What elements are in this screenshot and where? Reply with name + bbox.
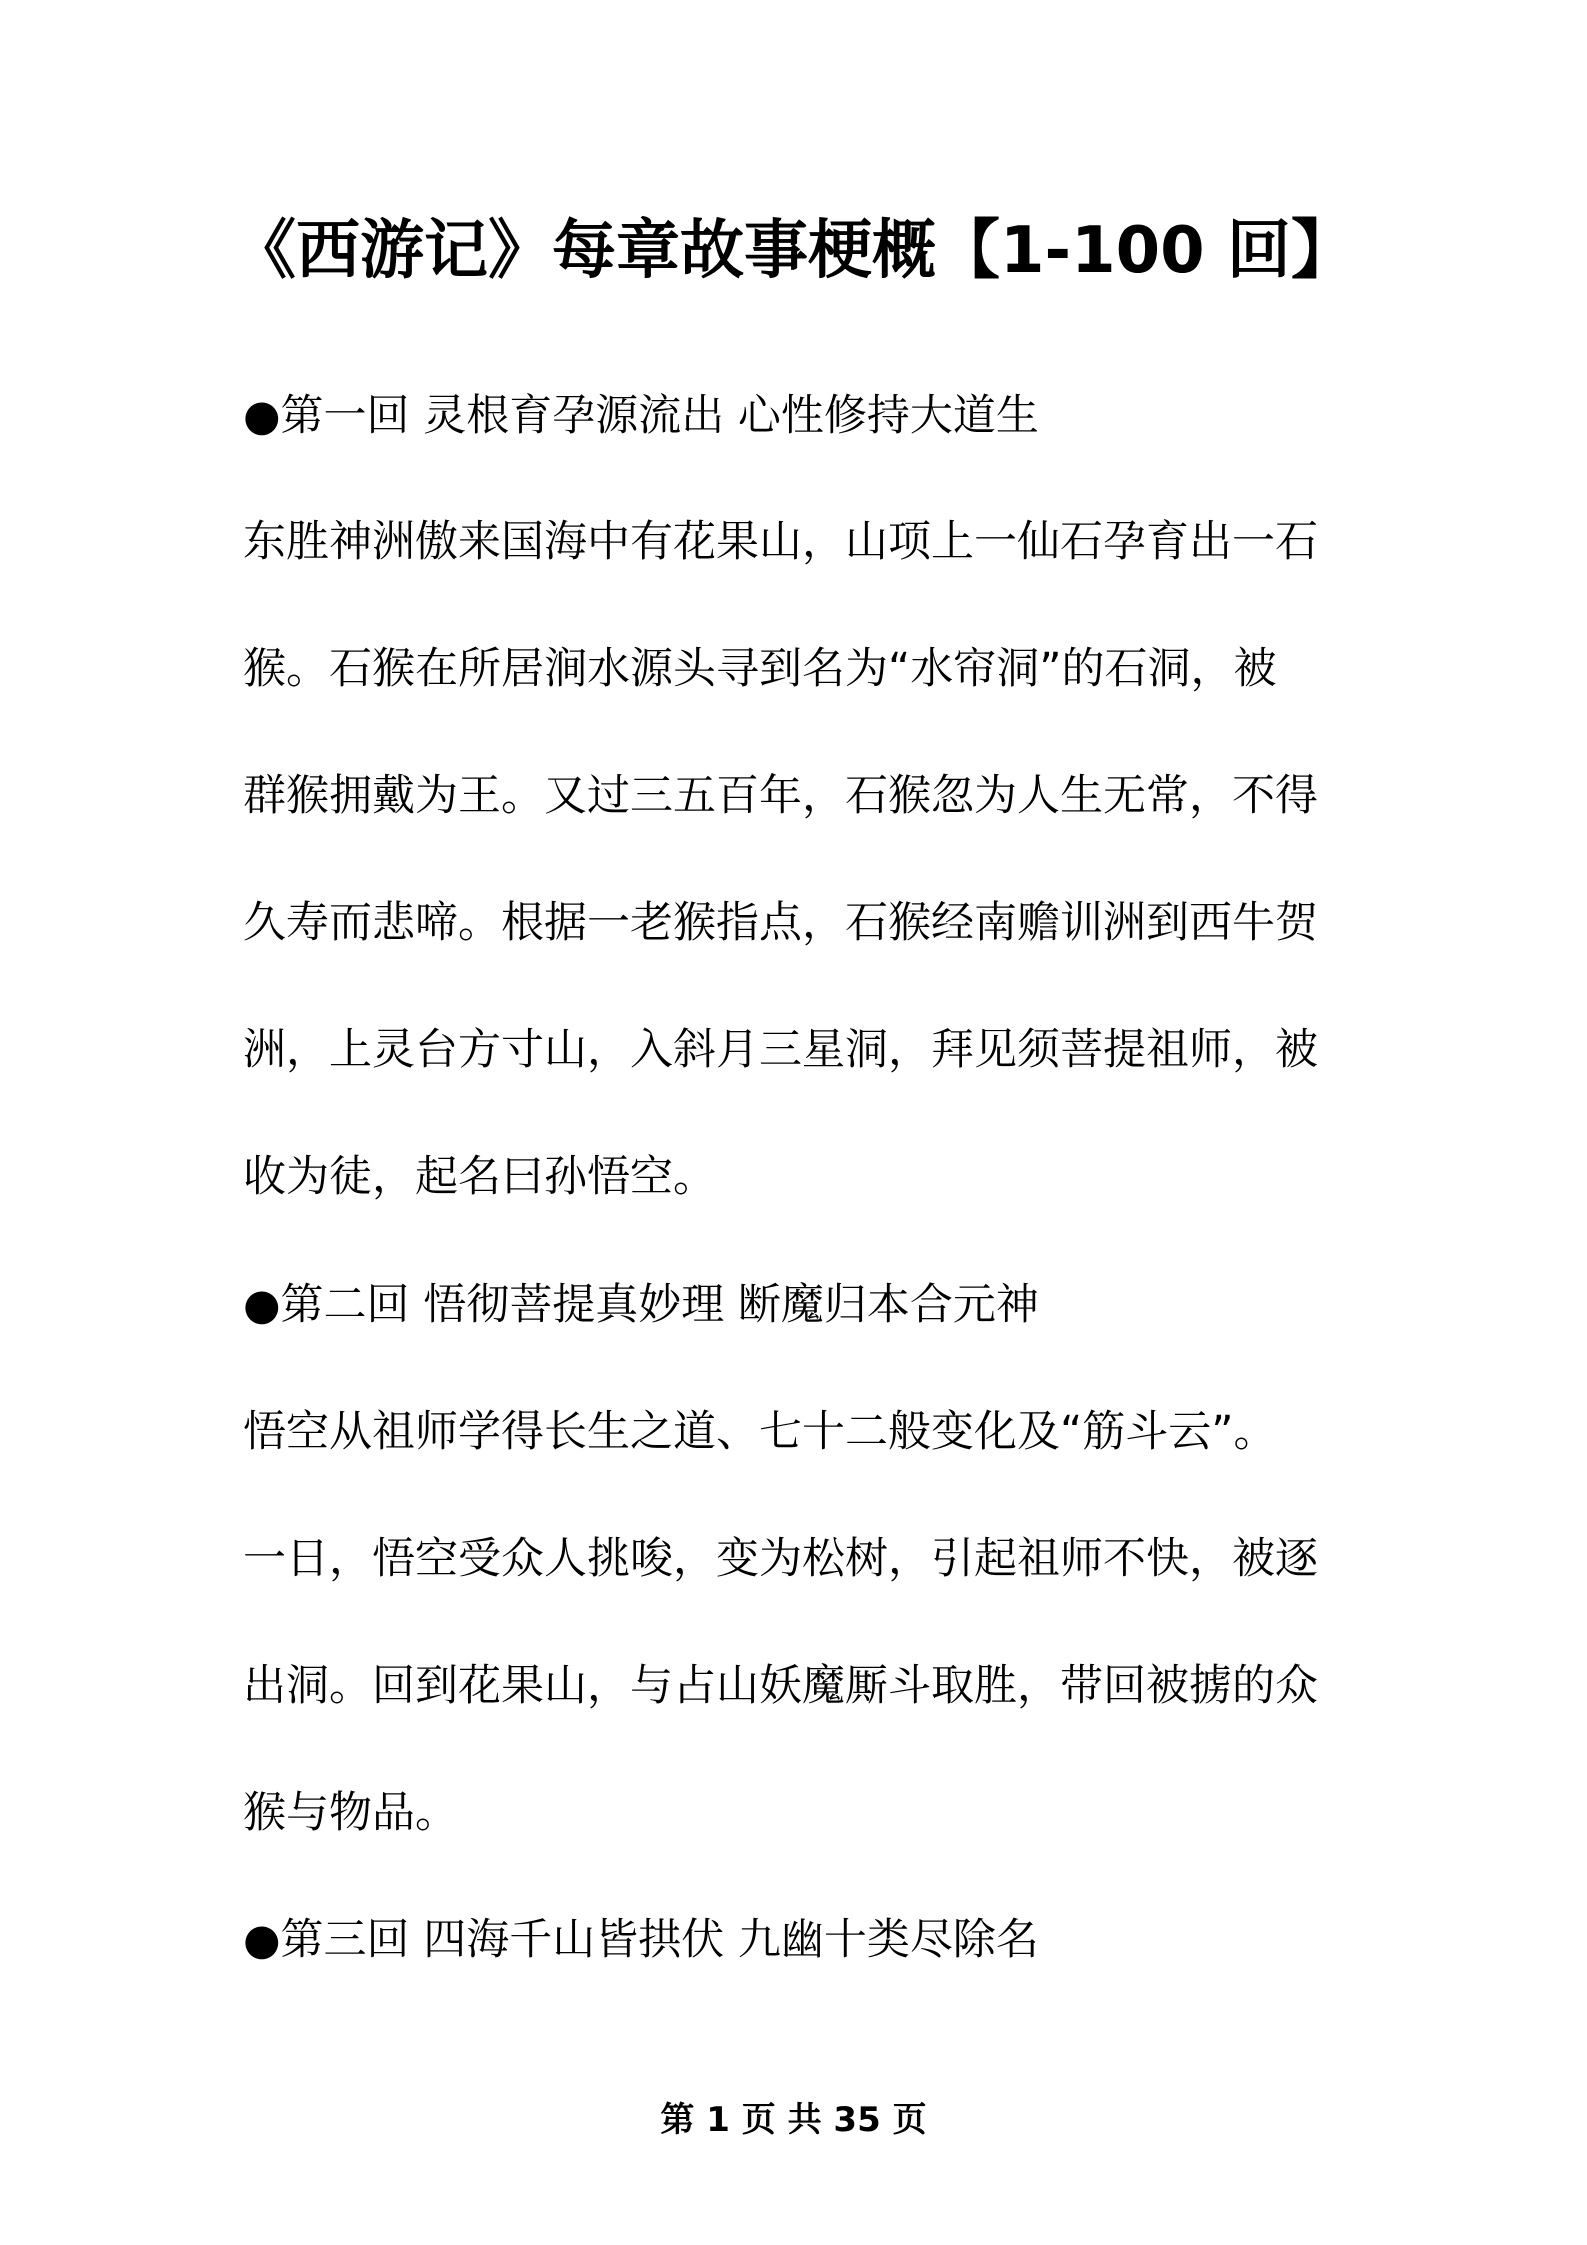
page-title: 《西游记》每章故事梗概【1-100 回】 — [232, 214, 1355, 288]
page-footer: 第 1 页 共 35 页 — [660, 2100, 927, 2140]
chapter-heading: ●第二回 悟彻菩提真妙理 断魔归本合元神 — [243, 1280, 1039, 1330]
chapter-heading: ●第三回 四海千山皆拱伏 九幽十类尽除名 — [243, 1915, 1039, 1965]
summary-line: 悟空从祖师学得长生之道、七十二般变化及“筋斗云”。 — [243, 1407, 1277, 1457]
summary-line: 群猴拥戴为王。又过三五百年，石猴忽为人生无常，不得 — [243, 771, 1318, 821]
chapter-summary — [243, 1402, 1368, 1910]
chapter-heading: ●第一回 灵根育孕源流出 心性修持大道生 — [243, 391, 1039, 441]
chapter-summary — [243, 512, 1368, 1274]
summary-line: 一日，悟空受众人挑唆，变为松树，引起祖师不快，被逐 — [243, 1534, 1318, 1584]
summary-line: 出洞。回到花果山，与占山妖魔厮斗取胜，带回被掳的众 — [243, 1661, 1318, 1711]
summary-line: 东胜神洲傲来国海中有花果山，山项上一仙石孕育出一石 — [243, 517, 1318, 567]
summary-line: 久寿而悲啼。根据一老猴指点，石猴经南赡训洲到西牛贺 — [243, 898, 1318, 948]
summary-line: 猴。石猴在所居涧水源头寻到名为“水帘洞”的石洞，被 — [243, 644, 1277, 694]
summary-line: 收为徒，起名曰孙悟空。 — [243, 1152, 716, 1202]
summary-line: 洲，上灵台方寸山，入斜月三星洞，拜见须菩提祖师，被 — [243, 1025, 1318, 1075]
summary-line: 猴与物品。 — [243, 1788, 458, 1838]
